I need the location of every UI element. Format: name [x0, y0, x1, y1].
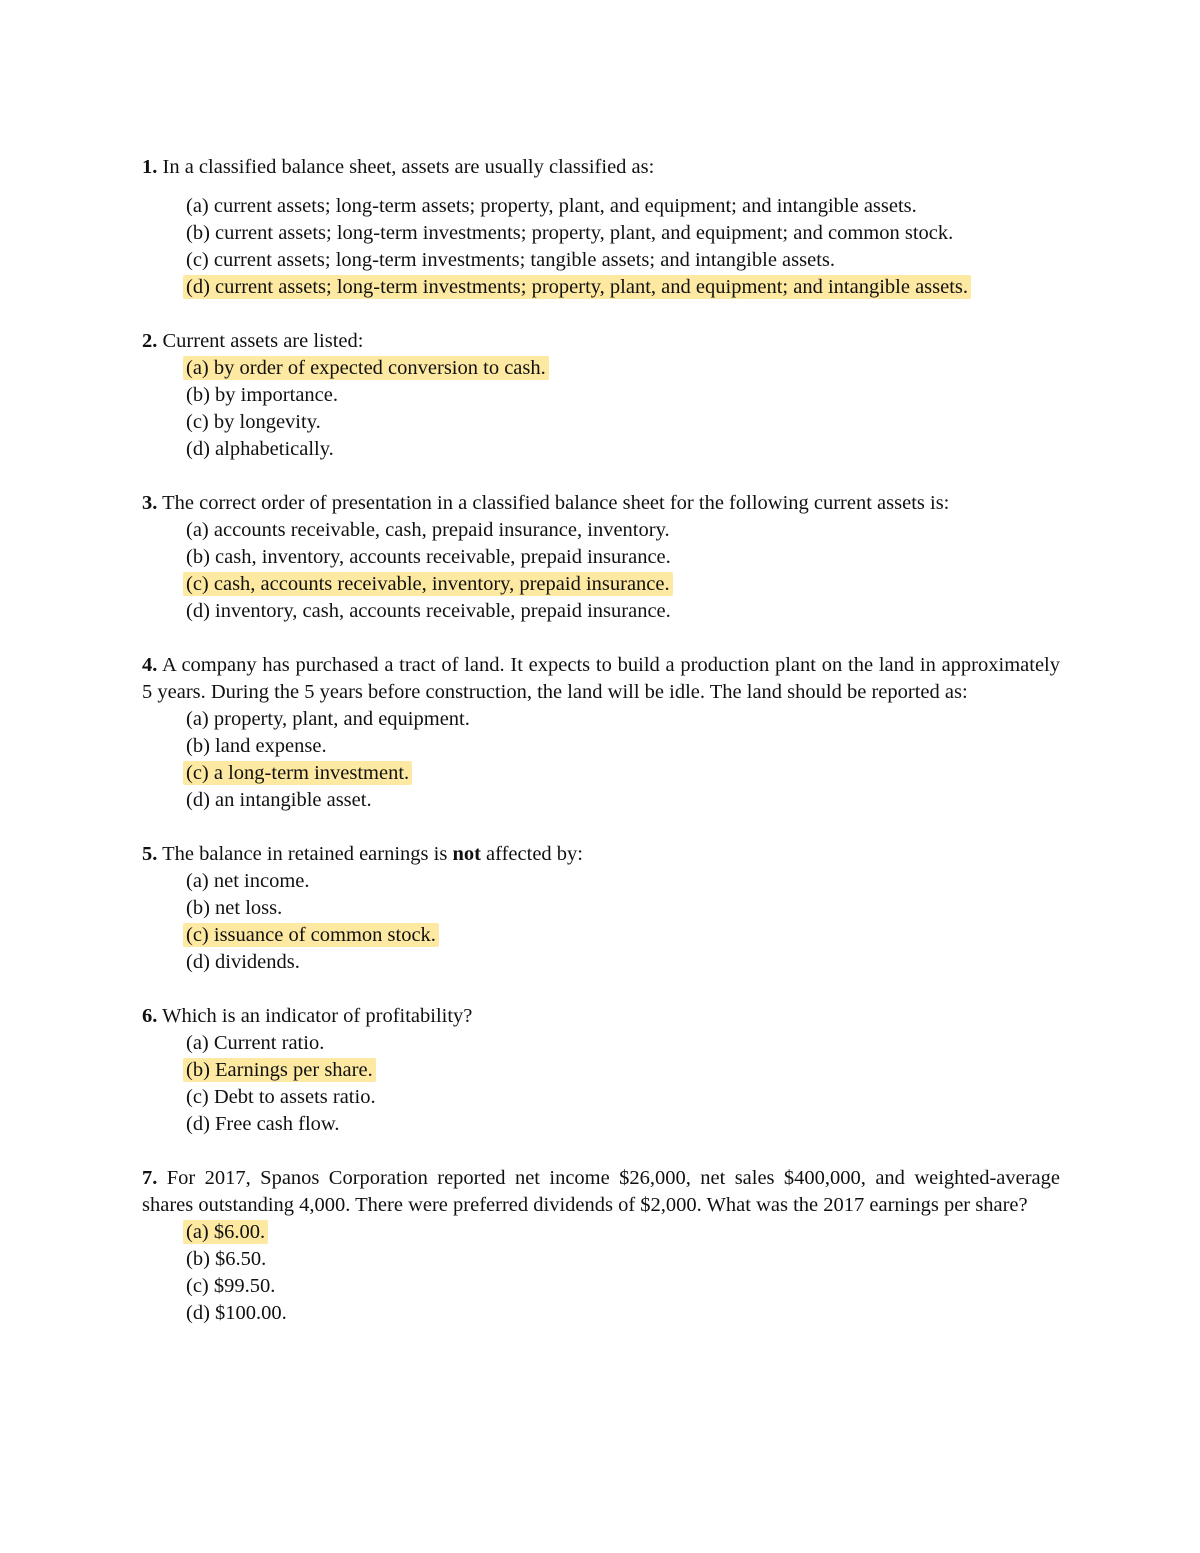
option-text: (d) dividends.	[186, 951, 300, 973]
option-text: (a) net income.	[186, 870, 310, 892]
option-c	[186, 922, 1060, 949]
question-text: The balance in retained earnings is	[162, 843, 448, 865]
option-text: (c) Debt to assets ratio.	[186, 1086, 376, 1108]
question-4	[142, 652, 1060, 814]
option-d	[186, 949, 1060, 976]
option-c	[186, 1084, 1060, 1111]
option-b	[186, 895, 1060, 922]
answer-options	[142, 193, 1060, 301]
answer-options	[142, 706, 1060, 814]
question-6	[142, 1003, 1060, 1138]
question-text: Which is an indicator of profitability?	[162, 1005, 473, 1027]
option-text: (b) cash, inventory, accounts receivable, prepaid insurance.	[186, 546, 671, 568]
option-a	[186, 868, 1060, 895]
option-c	[186, 1273, 1060, 1300]
option-d	[186, 598, 1060, 625]
highlighted-answer: (c) issuance of common stock.	[183, 923, 439, 947]
option-b	[186, 1057, 1060, 1084]
option-text: (c) $99.50.	[186, 1275, 276, 1297]
answer-options	[142, 868, 1060, 976]
question-text: For 2017, Spanos Corporation reported net income $26,000, net sales $400,000, and weighted-average shares outstanding 4,000. There were preferred dividends of $2,000. What was the 2017 earnings per share?	[142, 1167, 1061, 1216]
option-text: (b) $6.50.	[186, 1248, 267, 1270]
option-text: (b) net loss.	[186, 897, 283, 919]
question-stem	[142, 154, 1060, 181]
highlighted-answer: (a) by order of expected conversion to cash.	[183, 356, 549, 380]
option-text: (b) land expense.	[186, 735, 327, 757]
option-c	[186, 247, 1060, 274]
question-text: Current assets are listed:	[162, 330, 364, 352]
answer-options	[142, 355, 1060, 463]
option-text: (a) accounts receivable, cash, prepaid insurance, inventory.	[186, 519, 670, 541]
question-stem	[142, 841, 1060, 868]
question-7	[142, 1165, 1060, 1327]
option-text: (c) by longevity.	[186, 411, 321, 433]
highlighted-answer: (d) current assets; long-term investments; property, plant, and equipment; and intangible assets.	[183, 275, 971, 299]
answer-options	[142, 517, 1060, 625]
option-text: (a) Current ratio.	[186, 1032, 325, 1054]
question-text: A company has purchased a tract of land. It expects to build a production plant on the land in approximately 5 years. During the 5 years before construction, the land will be idle. The land should be reported as:	[142, 654, 1060, 703]
option-d	[186, 1111, 1060, 1138]
highlighted-answer: (c) a long-term investment.	[183, 761, 412, 785]
question-3	[142, 490, 1060, 625]
question-number: 5.	[142, 843, 158, 865]
option-text: (d) $100.00.	[186, 1302, 287, 1324]
question-stem	[142, 1003, 1060, 1030]
option-b	[186, 733, 1060, 760]
option-c	[186, 409, 1060, 436]
option-d	[186, 787, 1060, 814]
quiz-content	[142, 154, 1060, 1354]
option-c	[186, 571, 1060, 598]
option-b	[186, 220, 1060, 247]
option-b	[186, 544, 1060, 571]
option-b	[186, 1246, 1060, 1273]
question-text: In a classified balance sheet, assets are usually classified as:	[162, 156, 655, 178]
question-2	[142, 328, 1060, 463]
question-number: 3.	[142, 492, 158, 514]
option-text: (d) inventory, cash, accounts receivable, prepaid insurance.	[186, 600, 671, 622]
option-a	[186, 355, 1060, 382]
option-d	[186, 274, 1060, 301]
question-number: 4.	[142, 654, 158, 676]
question-5	[142, 841, 1060, 976]
answer-options	[142, 1030, 1060, 1138]
option-d	[186, 1300, 1060, 1327]
highlighted-answer: (a) $6.00.	[183, 1220, 268, 1244]
option-b	[186, 382, 1060, 409]
question-number: 6.	[142, 1005, 158, 1027]
option-text: (a) property, plant, and equipment.	[186, 708, 470, 730]
question-text: affected by:	[486, 843, 583, 865]
question-number: 1.	[142, 156, 158, 178]
highlighted-answer: (c) cash, accounts receivable, inventory, prepaid insurance.	[183, 572, 673, 596]
option-text: (d) an intangible asset.	[186, 789, 372, 811]
question-stem	[142, 1165, 1060, 1219]
question-number: 7.	[142, 1167, 158, 1189]
option-text: (d) alphabetically.	[186, 438, 334, 460]
option-c	[186, 760, 1060, 787]
option-text: (b) current assets; long-term investments; property, plant, and equipment; and common stock.	[186, 222, 954, 244]
option-text: (d) Free cash flow.	[186, 1113, 340, 1135]
question-stem	[142, 652, 1060, 706]
option-a	[186, 517, 1060, 544]
emphasis-text: not	[452, 843, 481, 865]
option-a	[186, 193, 1060, 220]
option-a	[186, 706, 1060, 733]
answer-options	[142, 1219, 1060, 1327]
option-a	[186, 1219, 1060, 1246]
option-a	[186, 1030, 1060, 1057]
option-d	[186, 436, 1060, 463]
option-text: (a) current assets; long-term assets; property, plant, and equipment; and intangible assets.	[186, 195, 917, 217]
question-1	[142, 154, 1060, 301]
question-text: The correct order of presentation in a classified balance sheet for the following current assets is:	[162, 492, 950, 514]
highlighted-answer: (b) Earnings per share.	[183, 1058, 376, 1082]
option-text: (b) by importance.	[186, 384, 338, 406]
question-stem	[142, 328, 1060, 355]
question-stem	[142, 490, 1060, 517]
option-text: (c) current assets; long-term investments; tangible assets; and intangible assets.	[186, 249, 836, 271]
question-number: 2.	[142, 330, 158, 352]
